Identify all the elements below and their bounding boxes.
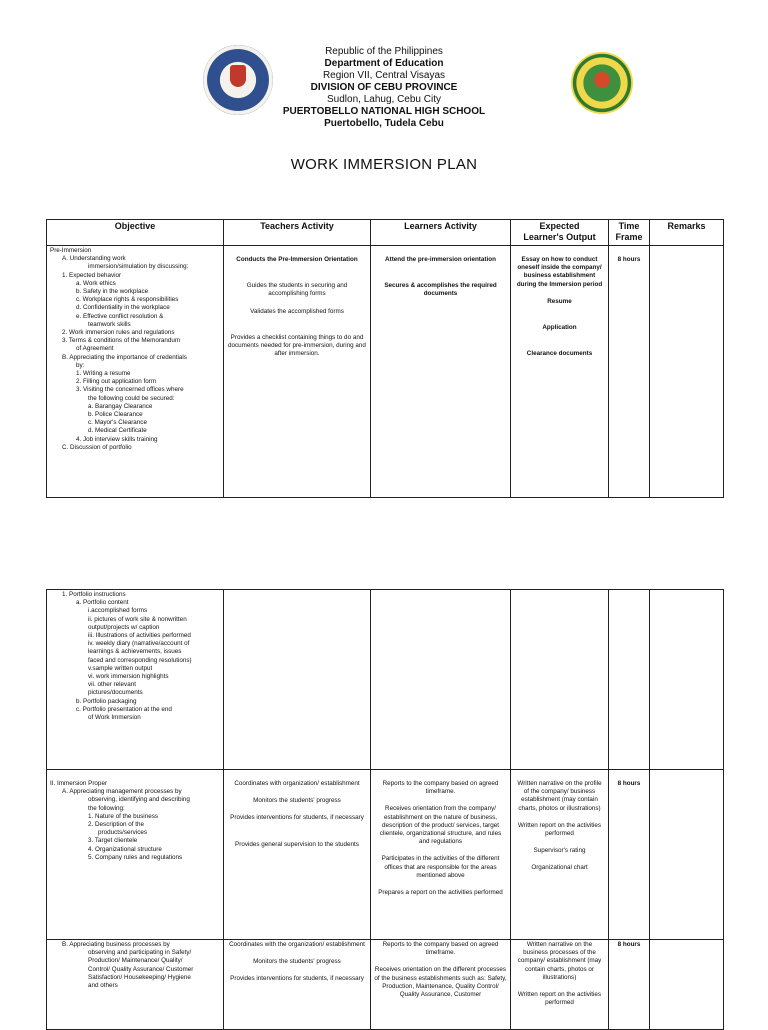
letterhead-line-5: Sudlon, Lahug, Cebu City [327, 94, 441, 105]
expected-output: Written report on the activities performed [517, 991, 602, 1007]
expected-output: Application [542, 324, 577, 332]
expected-output-cell [511, 246, 609, 498]
letterhead-line-2: Department of Education [324, 58, 444, 69]
expected-output-cell [511, 940, 609, 1030]
objective-line: C. Discussion of portfolio [62, 443, 132, 451]
plan-table-page-2 [46, 589, 724, 1030]
teachers-activity: Monitors the students' progress [253, 797, 341, 805]
objective-line: c. Workplace rights & responsibilities [76, 296, 179, 304]
objective-line: 4. Organizational structure [88, 845, 162, 853]
teachers-activity: Monitors the students' progress [253, 958, 341, 966]
teachers-activity: Provides a checklist containing things to do and documents needed for pre-immersion, during and after immersion. [228, 333, 366, 358]
objective-line: learnings & achievements, issues [88, 648, 182, 656]
teachers-activity-cell [224, 770, 371, 940]
objective-line: 1. Nature of the business [88, 812, 159, 820]
objective-line: 1. Expected behavior [62, 271, 122, 279]
header-objective: Objective [47, 220, 224, 246]
objective-line: v.sample written output [88, 664, 153, 672]
time-frame-cell [609, 770, 650, 940]
objective-line: i.accomplished forms [88, 607, 148, 615]
expected-output: Supervisor's rating [533, 847, 586, 855]
teachers-activity-cell [224, 590, 371, 770]
objective-line: 2. Description of the [88, 821, 145, 829]
learners-activity-cell [371, 770, 511, 940]
document-title: WORK IMMERSION PLAN [290, 156, 478, 173]
objective-line: Production/ Maintenance/ Quality/ [88, 957, 183, 965]
remarks-cell [650, 246, 724, 498]
objective-line: products/services [98, 829, 147, 837]
objective-line: b. Safety in the workplace [76, 288, 149, 296]
learners-activity-cell [371, 590, 511, 770]
objective-line: iii. Illustrations of activities performed [88, 632, 191, 640]
expected-output: Organizational chart [531, 864, 588, 872]
time-frame: 8 hours [617, 256, 641, 263]
objective-line: a. Barangay Clearance [88, 402, 153, 410]
expected-output: Written narrative on the profile of the company/ business establishment (may contain charts, photos or illustrations) [517, 780, 602, 812]
table-row [47, 246, 724, 498]
objective-line: A. Appreciating management processes by [62, 788, 182, 796]
objective-cell [47, 590, 224, 770]
objective-line: B. Appreciating business processes by [62, 941, 170, 948]
objective-line: vii. other relevant [88, 681, 136, 689]
header-expected: Expected [539, 221, 580, 231]
objective-line: teamwork skills [88, 320, 131, 328]
learners-activity: Receives orientation on the different processes of the business establishments such as: Safety, Production, Maintenance, Quality Control/ Quality Assurance, Customer [374, 966, 507, 999]
teachers-activity: Provides interventions for students, if necessary [230, 814, 364, 822]
objective-line: of Work Immersion [88, 714, 141, 722]
objective-cell [47, 246, 224, 498]
letterhead-line-1: Republic of the Philippines [325, 46, 443, 57]
objective-line: pictures/documents [88, 689, 143, 697]
objective-cell [47, 770, 224, 940]
header-teachers-activity: Teachers Activity [224, 220, 371, 246]
table-row [47, 770, 724, 940]
header-learners-output: Learner's Output [523, 232, 596, 242]
table-row [47, 940, 724, 1030]
learners-activity: Receives orientation from the company/ establishment on the nature of business, description of the product/ services, target clientele, organizational structure, and rules and regulations [379, 805, 502, 846]
header-frame: Frame [615, 232, 643, 242]
teachers-activity: Coordinates with organization/ establishment [234, 780, 360, 787]
objective-line: 5. Company rules and regulations [88, 853, 183, 861]
objective-line: of Agreement [76, 345, 114, 353]
objective-line: 1. Portfolio instructions [62, 591, 126, 598]
table-row [47, 590, 724, 770]
letterhead-line-3: Region VII, Central Visayas [322, 70, 446, 81]
division-seal-icon [571, 52, 633, 114]
learners-activity: Reports to the company based on agreed timeframe. [382, 941, 499, 957]
learners-activity: Prepares a report on the activities performed [378, 889, 503, 897]
objective-line: observing and participating in Safety/ [88, 949, 192, 957]
teachers-activity: Guides the students in securing and accomplishing forms [246, 282, 348, 298]
objective-line: b. Police Clearance [88, 411, 143, 419]
teachers-activity: Provides interventions for students, if necessary [230, 975, 364, 983]
table-header-row [47, 220, 724, 246]
teachers-activity: Conducts the Pre-Immersion Orientation [236, 256, 358, 263]
learners-activity: Reports to the company based on agreed timeframe. [382, 780, 499, 796]
header-expected-output [511, 220, 609, 246]
objective-line: output/projects w/ caption [88, 623, 160, 631]
objective-line: e. Effective conflict resolution & [76, 312, 164, 320]
expected-output: Written report on the activities performed [517, 821, 602, 838]
objective-line: and others [88, 982, 118, 990]
header-remarks: Remarks [650, 220, 724, 246]
teachers-activity-cell [224, 940, 371, 1030]
objective-line: 1. Writing a resume [76, 370, 131, 378]
expected-output-cell [511, 590, 609, 770]
learners-activity: Secures & accomplishes the required documents [384, 282, 497, 298]
expected-output: Written narrative on the business processes of the company/ establishment (may contain charts, photos or illustrations) [517, 941, 602, 981]
objective-line: iv. weekly diary (narrative/account of [88, 640, 190, 648]
objective-line: d. Medical Certificate [88, 427, 147, 435]
teachers-activity: Validates the accomplished forms [250, 307, 344, 315]
expected-output-cell [511, 770, 609, 940]
time-frame: 8 hours [617, 941, 641, 948]
remarks-cell [650, 940, 724, 1030]
letterhead-line-4: DIVISION OF CEBU PROVINCE [310, 82, 458, 93]
expected-output: Clearance documents [526, 350, 593, 358]
time-frame-cell [609, 246, 650, 498]
header-learners-activity: Learners Activity [371, 220, 511, 246]
objective-line: faced and corresponding resolutions) [88, 656, 192, 664]
remarks-cell [650, 590, 724, 770]
objective-line: c. Portfolio presentation at the end [76, 705, 172, 713]
time-frame-cell [609, 590, 650, 770]
objective-line: Control/ Quality Assurance/ Customer [88, 965, 194, 973]
learners-activity-cell [371, 940, 511, 1030]
objective-line: 3. Target clientele [88, 837, 138, 845]
learners-activity-cell [371, 246, 511, 498]
objective-line: B. Appreciating the importance of credentials [62, 353, 187, 361]
objective-line: immersion/simulation by discussing: [88, 263, 189, 271]
objective-line: a. Work ethics [76, 279, 116, 287]
remarks-cell [650, 770, 724, 940]
objective-cell [47, 940, 224, 1030]
plan-table-page-1 [46, 219, 724, 498]
objective-line: Pre-Immersion [50, 247, 92, 254]
objective-line: 3. Terms & conditions of the Memorandum [62, 337, 181, 345]
objective-line: 2. Filling out application form [76, 378, 157, 386]
teachers-activity: Coordinates with the organization/ establishment [229, 941, 365, 948]
header-time: Time [618, 221, 640, 231]
learners-activity: Attend the pre-immersion orientation [385, 256, 496, 263]
objective-line: 2. Work immersion rules and regulations [62, 329, 175, 337]
letterhead-line-7: Puertobello, Tudela Cebu [324, 118, 444, 129]
teachers-activity: Provides general supervision to the students [235, 840, 359, 848]
learners-activity: Participates in the activities of the different offices that are responsible for the areas mentioned above [381, 855, 500, 879]
objective-line: by: [76, 361, 85, 369]
objective-line: ii. pictures of work site & nonwritten [88, 615, 187, 623]
objective-line: b. Portfolio packaging [76, 697, 137, 705]
objective-line: c. Mayor's Clearance [88, 419, 147, 427]
teachers-activity-cell [224, 246, 371, 498]
objective-line: the following: [88, 804, 125, 812]
objective-line: 3. Visiting the concerned offices where [76, 386, 184, 394]
objective-line: a. Portfolio content [76, 599, 129, 607]
objective-line: the following could be secured: [88, 394, 175, 402]
expected-output: Essay on how to conduct oneself inside the company/ business establishment during the Immersion period [516, 256, 603, 288]
objective-line: II. Immersion Proper [50, 780, 108, 787]
header-time-frame [609, 220, 650, 246]
objective-line: observing, identifying and describing [88, 796, 190, 804]
time-frame: 8 hours [617, 780, 641, 787]
objective-line: d. Confidentiality in the workplace [76, 304, 170, 312]
letterhead-line-6: PUERTOBELLO NATIONAL HIGH SCHOOL [282, 106, 486, 117]
time-frame-cell [609, 940, 650, 1030]
objective-line: vi. work immersion highlights [88, 673, 169, 681]
objective-line: Satisfaction/ Housekeeping/ Hygiene [88, 973, 191, 981]
objective-line: 4. Job interview skills training [76, 435, 158, 443]
letterhead [250, 46, 518, 130]
objective-line: A. Understanding work [62, 255, 126, 263]
expected-output: Resume [547, 297, 572, 305]
